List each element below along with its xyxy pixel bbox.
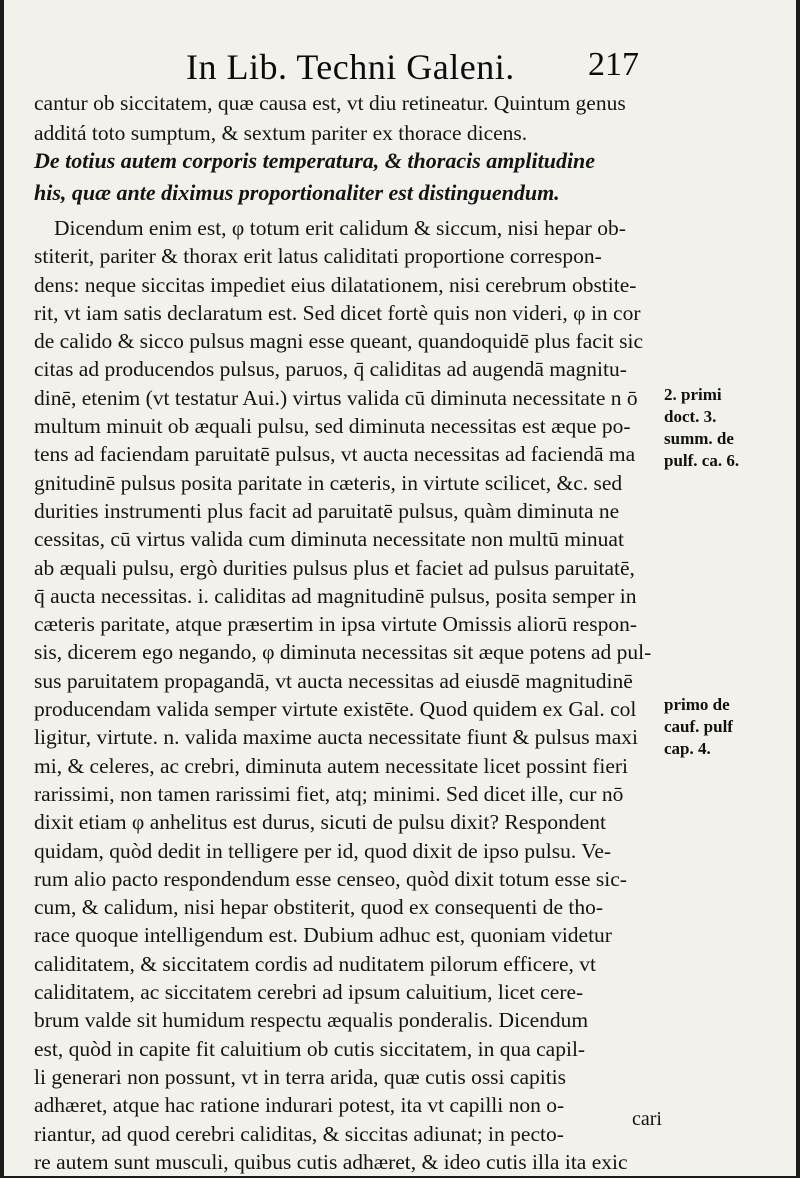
text-line: adhæret, atque hac ratione indurari potest, ita vt capilli non o- [34,1093,565,1118]
text-line: producendam valida semper virtute existēte. Quod quidem ex Gal. col [34,697,637,722]
catchword: cari [632,1108,662,1130]
text-line: Dicendum enim est, φ totum erit calidum & siccum, nisi hepar ob- [54,216,626,240]
text-line: cessitas, cū virtus valida cum diminuta necessitate non multū minuat [34,527,624,552]
margin-note-reference [664,384,794,472]
margin-note-reference [664,694,794,760]
text-line: stiterit, pariter & thorax erit latus caliditati proportione correspon- [34,244,602,269]
margin-note-line: primo de [664,695,730,714]
text-line: de calido & sicco pulsus magni esse queant, quandoquidē plus facit sic [34,329,644,354]
section-heading [34,145,664,209]
running-title: In Lib. Techni Galeni. [186,47,515,87]
margin-note-line: doct. 3. [664,407,717,426]
text-line: brum valde sit humidum respectu æqualis ponderalis. Dicendum [34,1008,589,1033]
text-line: cum, & calidum, nisi hepar obstiterit, quod ex consequenti de tho- [34,895,604,920]
text-line: est, quòd in capite fit caluitium ob cutis siccitatem, in qua capil- [34,1036,586,1061]
margin-note-line: cauf. pulf [664,717,733,736]
text-line: dinē, etenim (vt testatur Aui.) virtus valida cū diminuta necessitate n ō [34,385,638,410]
text-line: rum alio pacto respondendum esse censeo, quòd dixit totum esse sic- [34,866,627,891]
text-line: re autem sunt musculi, quibus cutis adhæret, & ideo cutis illa ita exic [34,1149,628,1174]
text-line: caliditatem, ac siccitatem cerebri ad ipsum caluitium, licet cere- [34,980,584,1005]
text-line: multum minuit ob æquali pulsu, sed diminuta necessitas est æque po- [34,414,631,439]
text-line: tens ad faciendam paruitatē pulsus, vt aucta necessitas ad faciendā ma [34,442,636,467]
text-line: sus paruitatem propagandā, vt aucta necessitas ad eiusdē magnitudinē [34,668,633,693]
lead-paragraph [34,88,664,148]
text-line: durities instrumenti plus facit ad paruitatē pulsus, quàm diminuta ne [34,498,620,523]
heading-line: De totius autem corporis temperatura, & thoracis amplitudine [34,148,596,173]
text-line: rarissimi, non tamen rarissimi fiet, atq; minimi. Sed dicet ille, cur nō [34,781,624,806]
text-line: cæteris paritate, atque præsertim in ipsa virtute Omissis aliorū respon- [34,612,638,637]
text-line: dens: neque siccitas impediet eius dilatationem, nisi cerebrum obstite- [34,272,637,297]
book-page [4,0,796,1176]
text-line: li generari non possunt, vt in terra arida, quæ cutis ossi capitis [34,1064,567,1089]
text-line: cantur ob siccitatem, quæ causa est, vt diu retineatur. Quintum genus [34,91,626,115]
text-line: race quoque intelligendum est. Dubium adhuc est, quoniam videtur [34,923,612,948]
text-line: caliditatem, & siccitatem cordis ad nuditatem pilorum efficere, vt [34,951,596,976]
body-paragraph [34,214,664,1176]
page-number: 217 [588,46,639,83]
text-line: ab æquali pulsu, ergò durities pulsus plus et faciet ad pulsus paruitatē, [34,555,635,580]
text-line: sis, dicerem ego negando, φ diminuta necessitas sit æque potens ad pul- [34,640,652,665]
text-line: dixit etiam φ anhelitus est durus, sicuti de pulsu dixit? Respondent [34,810,606,835]
margin-note-line: summ. de [664,429,734,448]
text-line: q̄ aucta necessitas. i. caliditas ad magnitudinē pulsus, posita semper in [34,583,637,608]
text-line: gnitudinē pulsus posita paritate in cæteris, in virtute scilicet, &c. sed [34,470,623,495]
text-line: quidam, quòd dedit in telligere per id, quod dixit de ipso pulsu. Ve- [34,838,612,863]
text-line: mi, & celeres, ac crebri, diminuta autem necessitate licet possint fieri [34,753,629,778]
margin-note-line: cap. 4. [664,739,711,758]
text-line: ligitur, virtute. n. valida maxime aucta necessitate fiunt & pulsus maxi [34,725,638,750]
text-line: citas ad producendos pulsus, paruos, q̄ caliditas ad augendā magnitu- [34,357,627,382]
margin-note-line: 2. primi [664,385,722,404]
heading-line: his, quæ ante diximus proportionaliter est distinguendum. [34,180,560,205]
margin-note-line: pulf. ca. 6. [664,451,740,470]
page-header [4,46,796,90]
text-line: additá toto sumptum, & sextum pariter ex thorace dicens. [34,121,528,145]
text-line: rit, vt iam satis declaratum est. Sed dicet fortè quis non videri, φ in cor [34,300,641,325]
text-line: riantur, ad quod cerebri caliditas, & siccitas adiunat; in pecto- [34,1121,564,1146]
